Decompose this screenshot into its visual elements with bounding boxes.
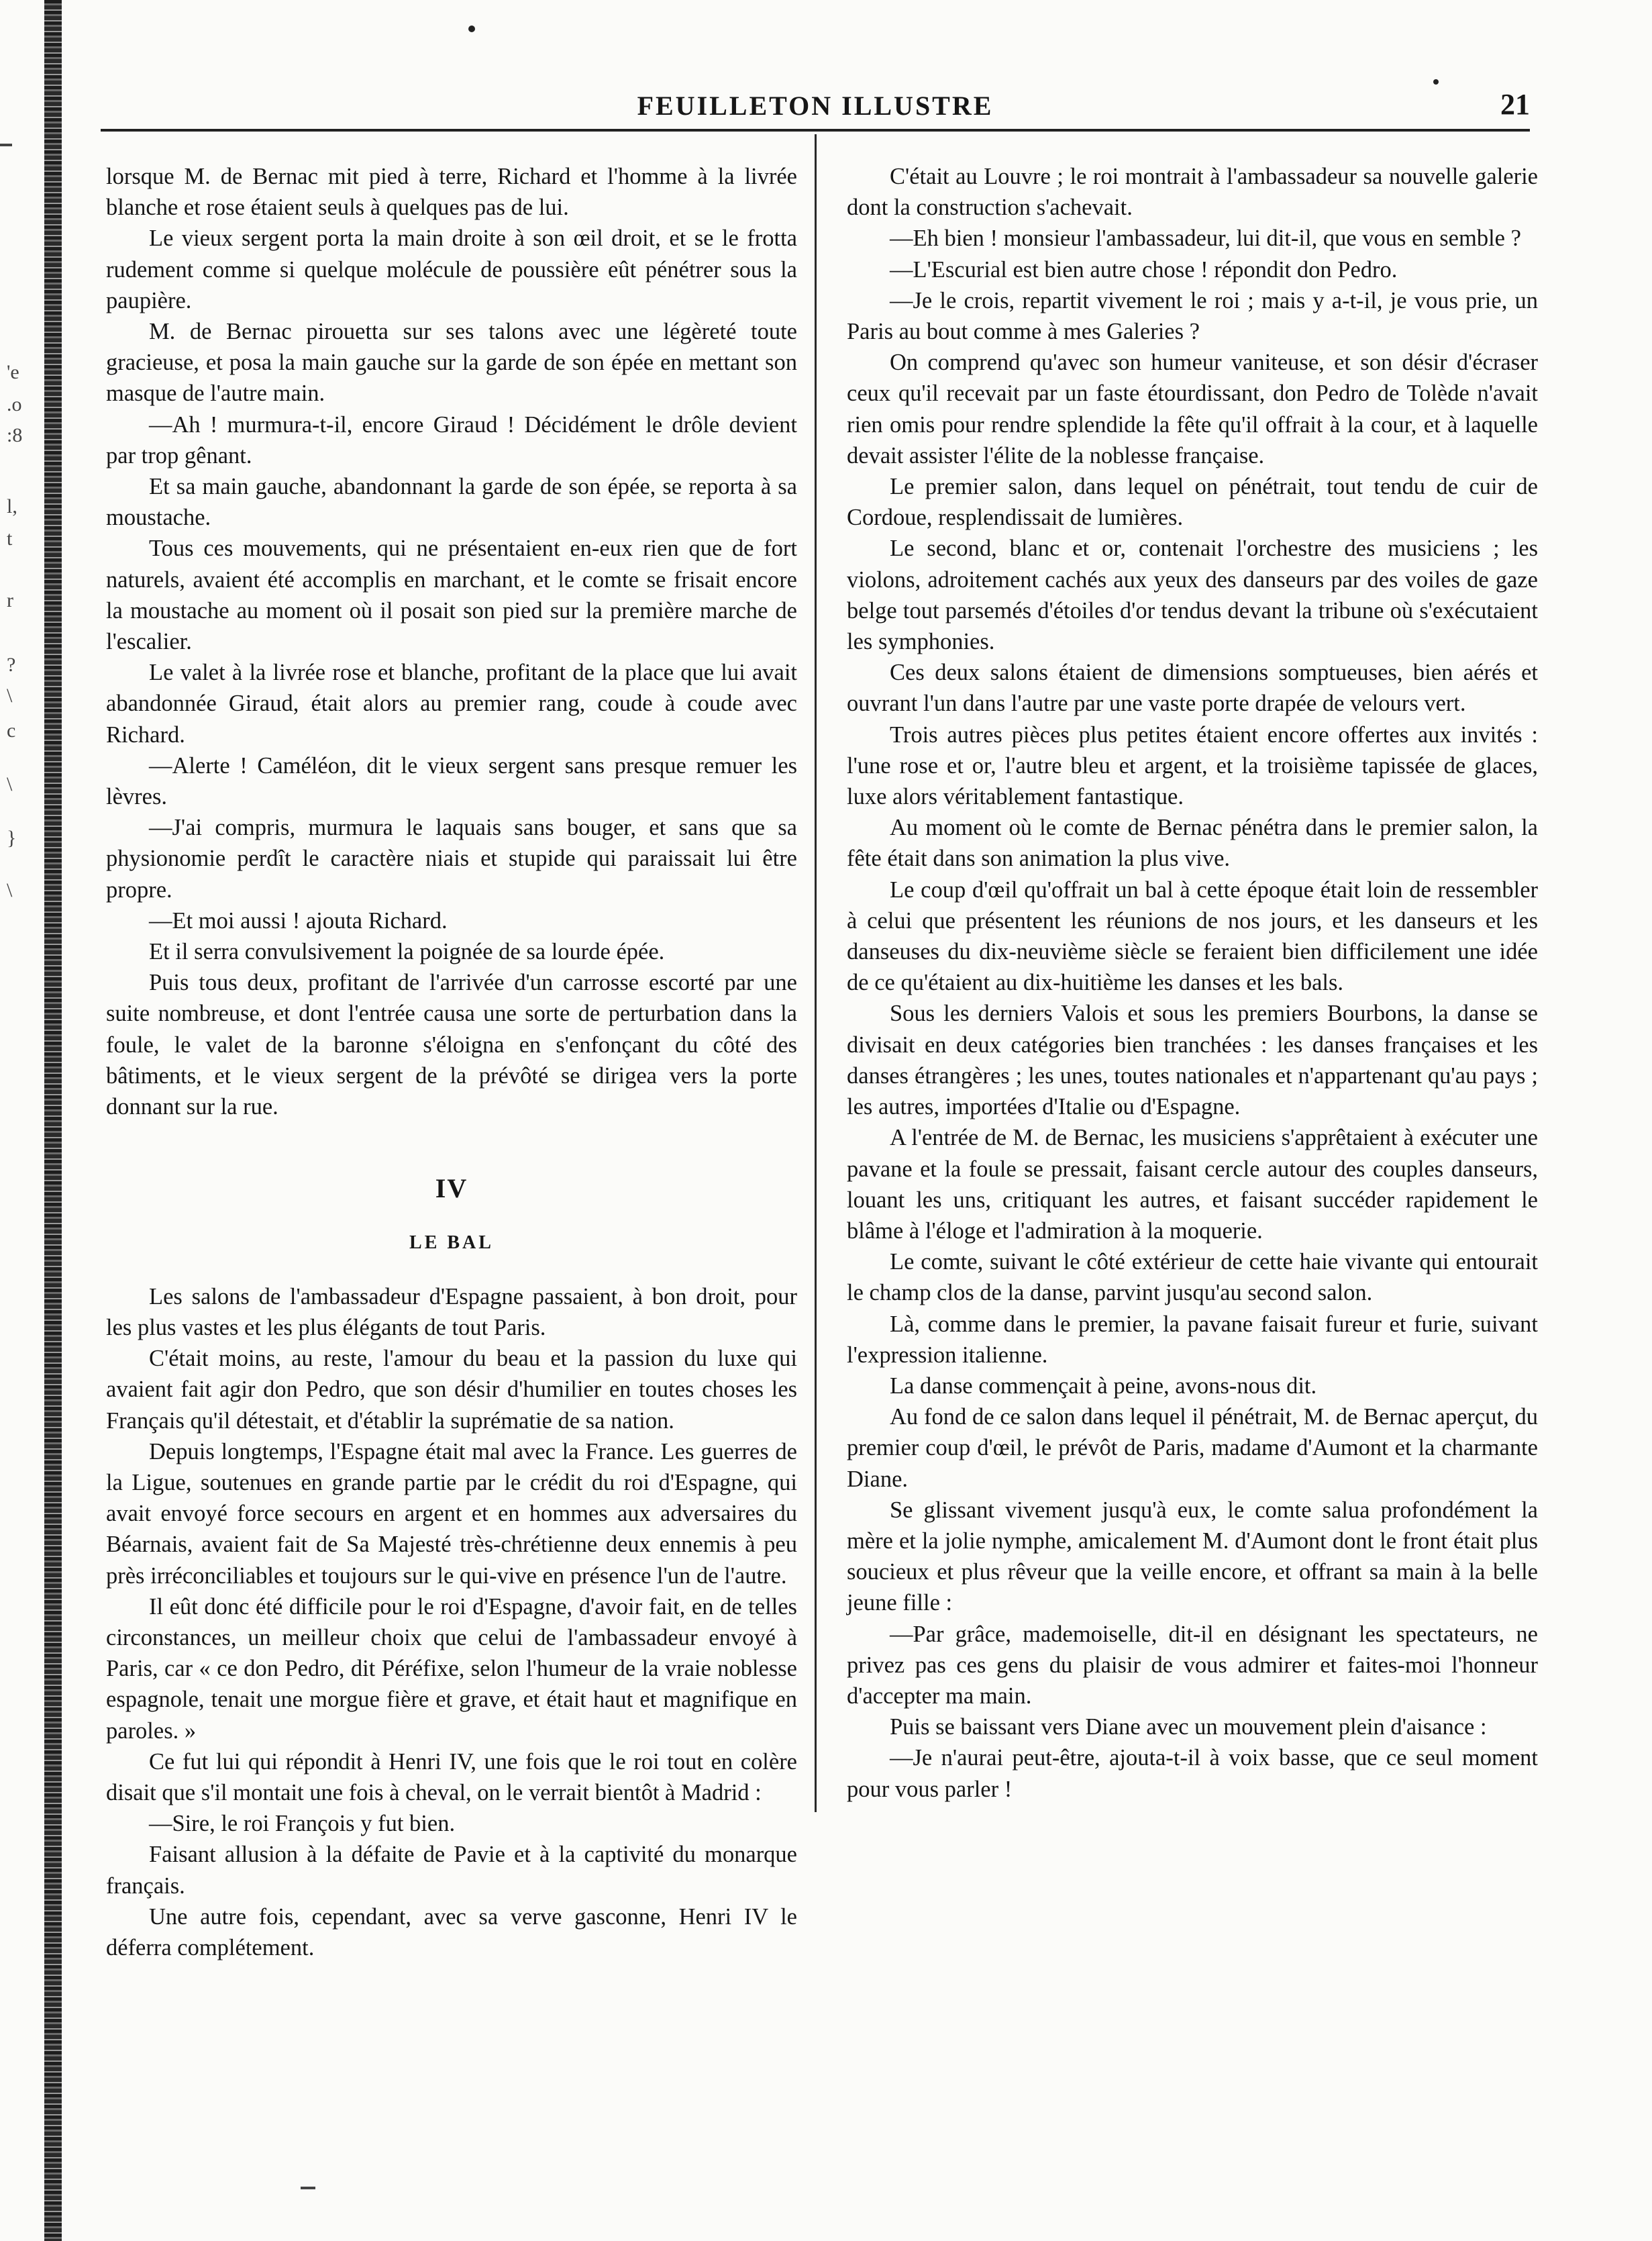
paragraph: Au fond de ce salon dans lequel il pénétrait, M. de Bernac aperçut, du premier coup d'œil, le prévôt de Paris, madame d'Aumont et la charmante Diane. [847,1404,1538,1492]
stray-ink-dot [1433,79,1439,85]
paragraph: Le premier salon, dans lequel on pénétrait, tout tendu de cuir de Cordoue, resplendissait de lumières. [847,474,1538,531]
edge-mark: \ [7,879,13,901]
paragraph: Ces deux salons étaient de dimensions somptueuses, bien aérés et ouvrant l'un dans l'autre par une vaste porte drapée de velours vert. [847,660,1538,717]
paragraph: Il eût donc été difficile pour le roi d'Espagne, d'avoir fait, en de telles circonstances, un meilleur choix que celui de l'ambassadeur envoyé à Paris, car « ce don Pedro, dit Péréfixe, selon l'humeur de la vraie noblesse espagnole, tenait une morgue fière et grave, et était haut et magnifique en paroles. » [106,1593,797,1744]
chapter-number: IV [435,1173,468,1204]
margin-dash [0,144,12,146]
left-paragraphs-before-chapter [106,161,797,1122]
edge-mark: r [7,589,13,611]
paragraph: Le comte, suivant le côté extérieur de cette haie vivante qui entourait le champ clos de la danse, parvint jusqu'au second salon. [847,1249,1538,1306]
stray-ink-dot [468,26,475,32]
page-binding-edge [44,0,62,2241]
paragraph: C'était au Louvre ; le roi montrait à l'ambassadeur sa nouvelle galerie dont la construction s'achevait. [847,164,1538,221]
paragraph: Ce fut lui qui répondit à Henri IV, une fois que le roi tout en colère disait que s'il montait une fois à cheval, on le verrait bientôt à Madrid : [106,1748,797,1805]
paragraph: M. de Bernac pirouetta sur ses talons avec une légèreté toute gracieuse, et posa la main gauche sur la garde de son épée en mettant son masque de l'autre main. [106,319,797,407]
column-divider [815,134,817,1812]
paragraph: A l'entrée de M. de Bernac, les musiciens s'apprêtaient à exécuter une pavane et la foule se pressait, faisant cercle autour des couples danseurs, louant les uns, critiquant les autres, et faisant succéder rapidement le blâme à l'éloge et l'admiration à la moquerie. [847,1125,1538,1244]
edge-mark: t [7,528,13,550]
edge-mark: ? [7,654,16,676]
page-number: 21 [1500,88,1530,121]
right-paragraphs [847,161,1538,1805]
right-column [847,161,1538,1805]
paragraph: —Je le crois, repartit vivement le roi ; mais y a-t-il, je vous prie, un Paris au bout comme à mes Galeries ? [847,287,1538,345]
paragraph: Au moment où le comte de Bernac pénétra dans le premier salon, la fête était dans son animation la plus vive. [847,815,1538,872]
edge-mark: \ [7,685,13,707]
paragraph: Et il serra convulsivement la poignée de sa lourde épée. [149,939,665,965]
paragraph: —Sire, le roi François y fut bien. [149,1811,456,1837]
margin-dash [301,2187,315,2189]
paragraph: Le vieux sergent porta la main droite à son œil droit, et se le frotta rudement comme si quelque molécule de poussière eût pénétrer sous la paupière. [106,226,797,313]
paragraph: Tous ces mouvements, qui ne présentaient en-eux rien que de fort naturels, avaient été accomplis en marchant, et le comte se frisait encore la moustache au moment où il posait son pied sur la première marche de l'escalier. [106,536,797,655]
header-rule [101,129,1530,132]
paragraph: —Eh bien ! monsieur l'ambassadeur, lui dit-il, que vous en semble ? [890,226,1521,252]
paragraph: Le second, blanc et or, contenait l'orchestre des musiciens ; les violons, adroitement cachés aux yeux des danseurs par des voiles de gaze belge tout parsemés d'étoiles d'or tendus devant la tribune où s'exécutaient les symphonies. [847,536,1538,655]
paragraph: Trois autres pièces plus petites étaient encore offertes aux invités : l'une rose et or, l'autre bleu et argent, et la troisième tapissée de glaces, luxe alors véritablement fantastique. [847,721,1538,810]
paragraph: lorsque M. de Bernac mit pied à terre, Richard et l'homme à la livrée blanche et rose étaient seuls à quelques pas de lui. [106,164,797,221]
paragraph: —Ah ! murmura-t-il, encore Giraud ! Décidément le drôle devient par trop gênant. [106,411,797,468]
edge-mark: c [7,719,16,742]
edge-mark: l, [7,495,17,517]
paragraph: Puis tous deux, profitant de l'arrivée d'un carrosse escorté par une suite nombreuse, et dont l'entrée causa une sorte de perturbation dans la foule, le valet de la baronne s'éloigna en s'enfonçant du côté des bâtiments, et le vieux sergent de la prévôté se dirigea vers la porte donnant sur la rue. [106,970,797,1120]
paragraph: —Par grâce, mademoiselle, dit-il en désignant les spectateurs, ne privez pas ces gens du plaisir de vous admirer et faites-moi l'honneur d'accepter ma main. [847,1621,1538,1709]
paragraph: Le coup d'œil qu'offrait un bal à cette époque était loin de ressembler à celui que présentent les réunions de nos jours, et les danseurs et les danseuses du dix-neuvième siècle se feraient bien difficilement une idée de ce qu'étaient au dix-huitième les danses et les bals. [847,877,1538,996]
paragraph: C'était moins, au reste, l'amour du beau et la passion du luxe qui avaient fait agir don Pedro, que son désir d'humilier en toutes choses les Français qu'il détestait, et d'établir la suprématie de sa nation. [106,1346,797,1434]
paragraph: —L'Escurial est bien autre chose ! répondit don Pedro. [890,256,1398,283]
edge-marks [0,362,27,966]
paragraph: La danse commençait à peine, avons-nous dit. [890,1373,1317,1399]
paragraph: —Alerte ! Caméléon, dit le vieux sergent sans presque remuer les lèvres. [106,752,797,810]
left-paragraphs-after-chapter [106,1281,797,1963]
chapter-title: LE BAL [409,1232,494,1253]
paragraph: Sous les derniers Valois et sous les premiers Bourbons, la danse se divisait en deux catégories bien tranchées : les danses françaises et les danses étrangères ; les unes, toutes nationales et n'appartenant qu'au pays ; les autres, importées d'Italie ou d'Espagne. [847,1001,1538,1120]
left-column [106,161,797,1963]
paragraph: Faisant allusion à la défaite de Pavie et à la captivité du monarque français. [106,1842,797,1899]
edge-mark: \ [7,773,13,795]
running-title: FEUILLETON ILLUSTRE [637,91,994,121]
paragraph: —Et moi aussi ! ajouta Richard. [149,907,448,934]
page-header [101,86,1530,126]
edge-mark: .o [7,393,22,415]
paragraph: On comprend qu'avec son humeur vaniteuse, et son désir d'écraser ceux qu'il recevait par un faste étourdissant, don Pedro de Tolède n'avait rien omis pour rendre splendide la fête qu'il offrait à la cour, et à laquelle devait assister l'élite de la noblesse française. [847,350,1538,468]
edge-mark: 'e [7,361,19,383]
paragraph: Puis se baissant vers Diane avec un mouvement plein d'aisance : [890,1714,1487,1740]
edge-mark: :8 [7,424,23,446]
paragraph: Une autre fois, cependant, avec sa verve gasconne, Henri IV le déferra complétement. [106,1903,797,1960]
paragraph: Et sa main gauche, abandonnant la garde de son épée, se reporta à sa moustache. [106,474,797,531]
edge-mark: } [7,827,17,849]
paragraph: Depuis longtemps, l'Espagne était mal avec la France. Les guerres de la Ligue, soutenues en grande partie par le crédit du roi d'Espagne, qui avait envoyé force secours en argent et en hommes aux adversaires du Béarnais, avaient fait de Sa Majesté très-chrétienne deux ennemis à peu près irréconciliables et toujours sur le qui-vive en présence l'un de l'autre. [106,1438,797,1589]
paragraph: —J'ai compris, murmura le laquais sans bouger, et sans que sa physionomie perdît le caractère niais et stupide qui paraissait lui être propre. [106,815,797,903]
paragraph: Le valet à la livrée rose et blanche, profitant de la place que lui avait abandonnée Giraud, était alors au premier rang, coude à coude avec Richard. [106,660,797,748]
paragraph: Se glissant vivement jusqu'à eux, le comte salua profondément la mère et la jolie nymphe, amicalement M. d'Aumont dont le front était plus soucieux et plus rêveur que la veille encore, et offrant sa main à la belle jeune fille : [847,1497,1538,1616]
paragraph: —Je n'aurai peut-être, ajouta-t-il à voix basse, que ce seul moment pour vous parler ! [847,1745,1538,1802]
paragraph: Les salons de l'ambassadeur d'Espagne passaient, à bon droit, pour les plus vastes et les plus élégants de tout Paris. [106,1283,797,1340]
paragraph: Là, comme dans le premier, la pavane faisait fureur et furie, suivant l'expression italienne. [847,1311,1538,1368]
